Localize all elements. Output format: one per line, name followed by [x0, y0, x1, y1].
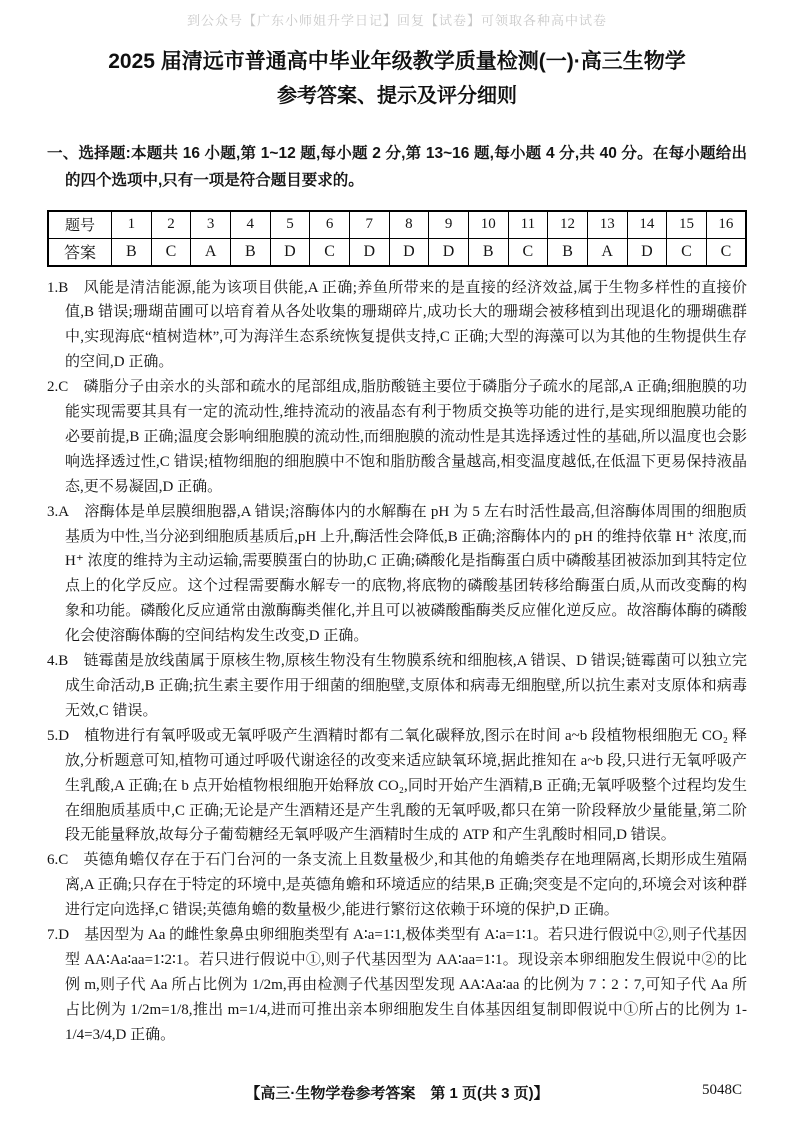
row-label-question: 题号	[48, 211, 112, 239]
answer-cell: D	[429, 238, 469, 266]
answer-cell: C	[667, 238, 707, 266]
explanation-label: 6.C	[47, 852, 69, 869]
explanation-label: 4.B	[47, 653, 69, 670]
explanation-text: 磷脂分子由亲水的头部和疏水的尾部组成,脂肪酸链主要位于磷脂分子疏水的尾部,A 正确;细胞膜的功能实现需要其具有一定的流动性,维持流动的液晶态有利于物质交换等功能的进行,是实现细胞膜功能的必要前提,B 正确;温度会影响细胞膜的流动性,而细胞膜的流动性是其选择透过性的基础,所以温度也会影响选择透过性,C 错误;植物细胞的细胞膜中不饱和脂肪酸含量越高,相变温度越低,在低温下更易保持液晶态,更不易凝固,D 正确。	[65, 379, 747, 495]
page-subtitle: 参考答案、提示及评分细则	[277, 85, 517, 107]
answer-cell: C	[151, 238, 191, 266]
watermark-text: 到公众号【广东小师姐升学日记】回复【试卷】可领取各种高中试卷	[186, 13, 607, 28]
page-footer	[0, 1082, 794, 1104]
page-code: 5048C	[701, 1082, 742, 1098]
answer-cell: D	[270, 238, 310, 266]
explanation-item	[47, 500, 747, 649]
explanation-item	[47, 375, 747, 500]
explanation-label: 3.A	[47, 503, 70, 520]
footer-caption: 【高三·生物学卷参考答案 第 1 页(共 3 页)】	[245, 1085, 549, 1102]
question-number-cell: 16	[706, 211, 746, 239]
explanation-label: 2.C	[47, 379, 69, 396]
answer-cell: C	[310, 238, 350, 266]
explanation-label: 5.D	[47, 727, 70, 744]
page-title: 2025 届清远市普通高中毕业年级教学质量检测(一)·高三生物学	[108, 50, 686, 73]
section-heading: 一、选择题:本题共 16 小题,第 1~12 题,每小题 2 分,第 13~16 题,每小题 4 分,共 40 分。在每小题给出的四个选项中,只有一项是符合题目要求的。	[47, 145, 747, 189]
explanation-item	[47, 649, 747, 724]
question-number-cell: 6	[310, 211, 350, 239]
row-label-answer: 答案	[48, 238, 112, 266]
question-number-cell: 12	[548, 211, 588, 239]
question-number-cell: 2	[151, 211, 191, 239]
explanation-text: 溶酶体是单层膜细胞器,A 错误;溶酶体内的水解酶在 pH 为 5 左右时活性最高,但溶酶体周围的细胞质基质为中性,当分泌到细胞质基质后,pH 上升,酶活性会降低,B 正确;溶酶体内的 pH 的维持依靠 H⁺ 浓度,而 H⁺ 浓度的维持为主动运输,需要膜蛋白的协助,C 正确;磷酸化是指酶蛋白质中磷酸基团被添加到其特定位点上的化学反应。这个过程需要酶水解专一的底物,将底物的磷酸基团转移给酶蛋白质,从而改变酶的构象和功能。磷酸化反应通常由激酶酶类催化,并且可以被磷酸酯酶类反应催化逆反应。故溶酶体酶的磷酸化会使溶酶体酶的空间结构发生改变,D 正确。	[65, 503, 747, 645]
question-number-cell: 3	[191, 211, 231, 239]
question-number-cell: 1	[112, 211, 152, 239]
answer-cell: D	[389, 238, 429, 266]
explanation-item	[47, 276, 747, 376]
explanations-list	[47, 276, 747, 1048]
question-number-cell: 15	[667, 211, 707, 239]
answer-cell: D	[349, 238, 389, 266]
question-number-cell: 14	[627, 211, 667, 239]
explanation-label: 7.D	[47, 927, 70, 944]
question-number-cell: 5	[270, 211, 310, 239]
question-number-cell: 10	[468, 211, 508, 239]
answer-cell: D	[627, 238, 667, 266]
question-number-cell: 8	[389, 211, 429, 239]
question-number-row	[48, 211, 746, 239]
question-number-cell: 4	[230, 211, 270, 239]
explanation-item	[47, 923, 747, 1048]
answer-cell: A	[587, 238, 627, 266]
explanation-item	[47, 724, 747, 849]
explanation-text: 植物进行有氧呼吸或无氧呼吸产生酒精时都有二氧化碳释放,图示在时间 a~b 段植物根细胞无 CO₂ 释放,分析题意可知,植物可通过呼吸代谢途径的改变来适应缺氧环境,据此推知在 a~b 段,只进行无氧呼吸产生乳酸,A 正确;在 b 点开始植物根细胞开始释放 CO₂,同时开始产生酒精,B 正确;无氧呼吸整个过程均发生在细胞质基质中,C 正确;无论是产生酒精还是产生乳酸的无氧呼吸,都只在第一阶段释放少量能量,第二阶段无能量释放,故每分子葡萄糖经无氧呼吸产生酒精时生成的 ATP 和产生乳酸时相同,D 错误。	[65, 727, 747, 844]
question-number-cell: 13	[587, 211, 627, 239]
answer-cell: B	[112, 238, 152, 266]
explanation-text: 英德角蟾仅存在于石门台河的一条支流上且数量极少,和其他的角蟾类存在地理隔离,长期形成生殖隔离,A 正确;只存在于特定的环境中,是英德角蟾和环境适应的结果,B 正确;突变是不定向的,环境会对该种群进行定向选择,C 错误;英德角蟾的数量极少,能进行繁衍这依赖于环境的保护,D 正确。	[65, 852, 747, 919]
answer-table	[47, 210, 747, 267]
question-number-cell: 7	[349, 211, 389, 239]
explanation-item	[47, 848, 747, 923]
question-number-cell: 9	[429, 211, 469, 239]
answer-row	[48, 238, 746, 266]
explanation-text: 链霉菌是放线菌属于原核生物,原核生物没有生物膜系统和细胞核,A 错误、D 错误;链霉菌可以独立完成生命活动,B 正确;抗生素主要作用于细菌的细胞壁,支原体和病毒无细胞壁,所以抗生素对支原体和病毒无效,C 错误。	[65, 653, 747, 719]
answer-cell: B	[230, 238, 270, 266]
answer-cell: B	[468, 238, 508, 266]
question-number-cell: 11	[508, 211, 548, 239]
answer-cell: A	[191, 238, 231, 266]
answer-cell: C	[706, 238, 746, 266]
explanation-text: 基因型为 Aa 的雌性象鼻虫卵细胞类型有 A∶a=1∶1,极体类型有 A∶a=1∶1。若只进行假说中②,则子代基因型 AA∶Aa∶aa=1∶2∶1。若只进行假说中①,则子代基因型为 AA∶aa=1∶1。现设亲本卵细胞发生假说中②的比例 m,则子代 Aa 所占比例为 1/2m,再由检测子代基因型发现 AA∶Aa∶aa 的比例为 7∶2∶7,可知子代 Aa 所占比例为 1/2m=1/8,推出 m=1/4,进而可推出亲本卵细胞发生自体基因组复制即假说中①所占的比例为 1-1/4=3/4,D 正确。	[65, 927, 747, 1043]
explanation-text: 风能是清洁能源,能为该项目供能,A 正确;养鱼所带来的是直接的经济效益,属于生物多样性的直接价值,B 错误;珊瑚苗圃可以培育着从各处收集的珊瑚碎片,成功长大的珊瑚会被移植到出现退化的珊瑚礁群中,实现海底“植树造林”,可为海洋生态系统恢复提供支持,C 正确;大型的海藻可以为其他的生物提供生存的空间,D 正确。	[65, 279, 747, 371]
answer-cell: C	[508, 238, 548, 266]
explanation-label: 1.B	[47, 279, 69, 296]
answer-cell: B	[548, 238, 588, 266]
